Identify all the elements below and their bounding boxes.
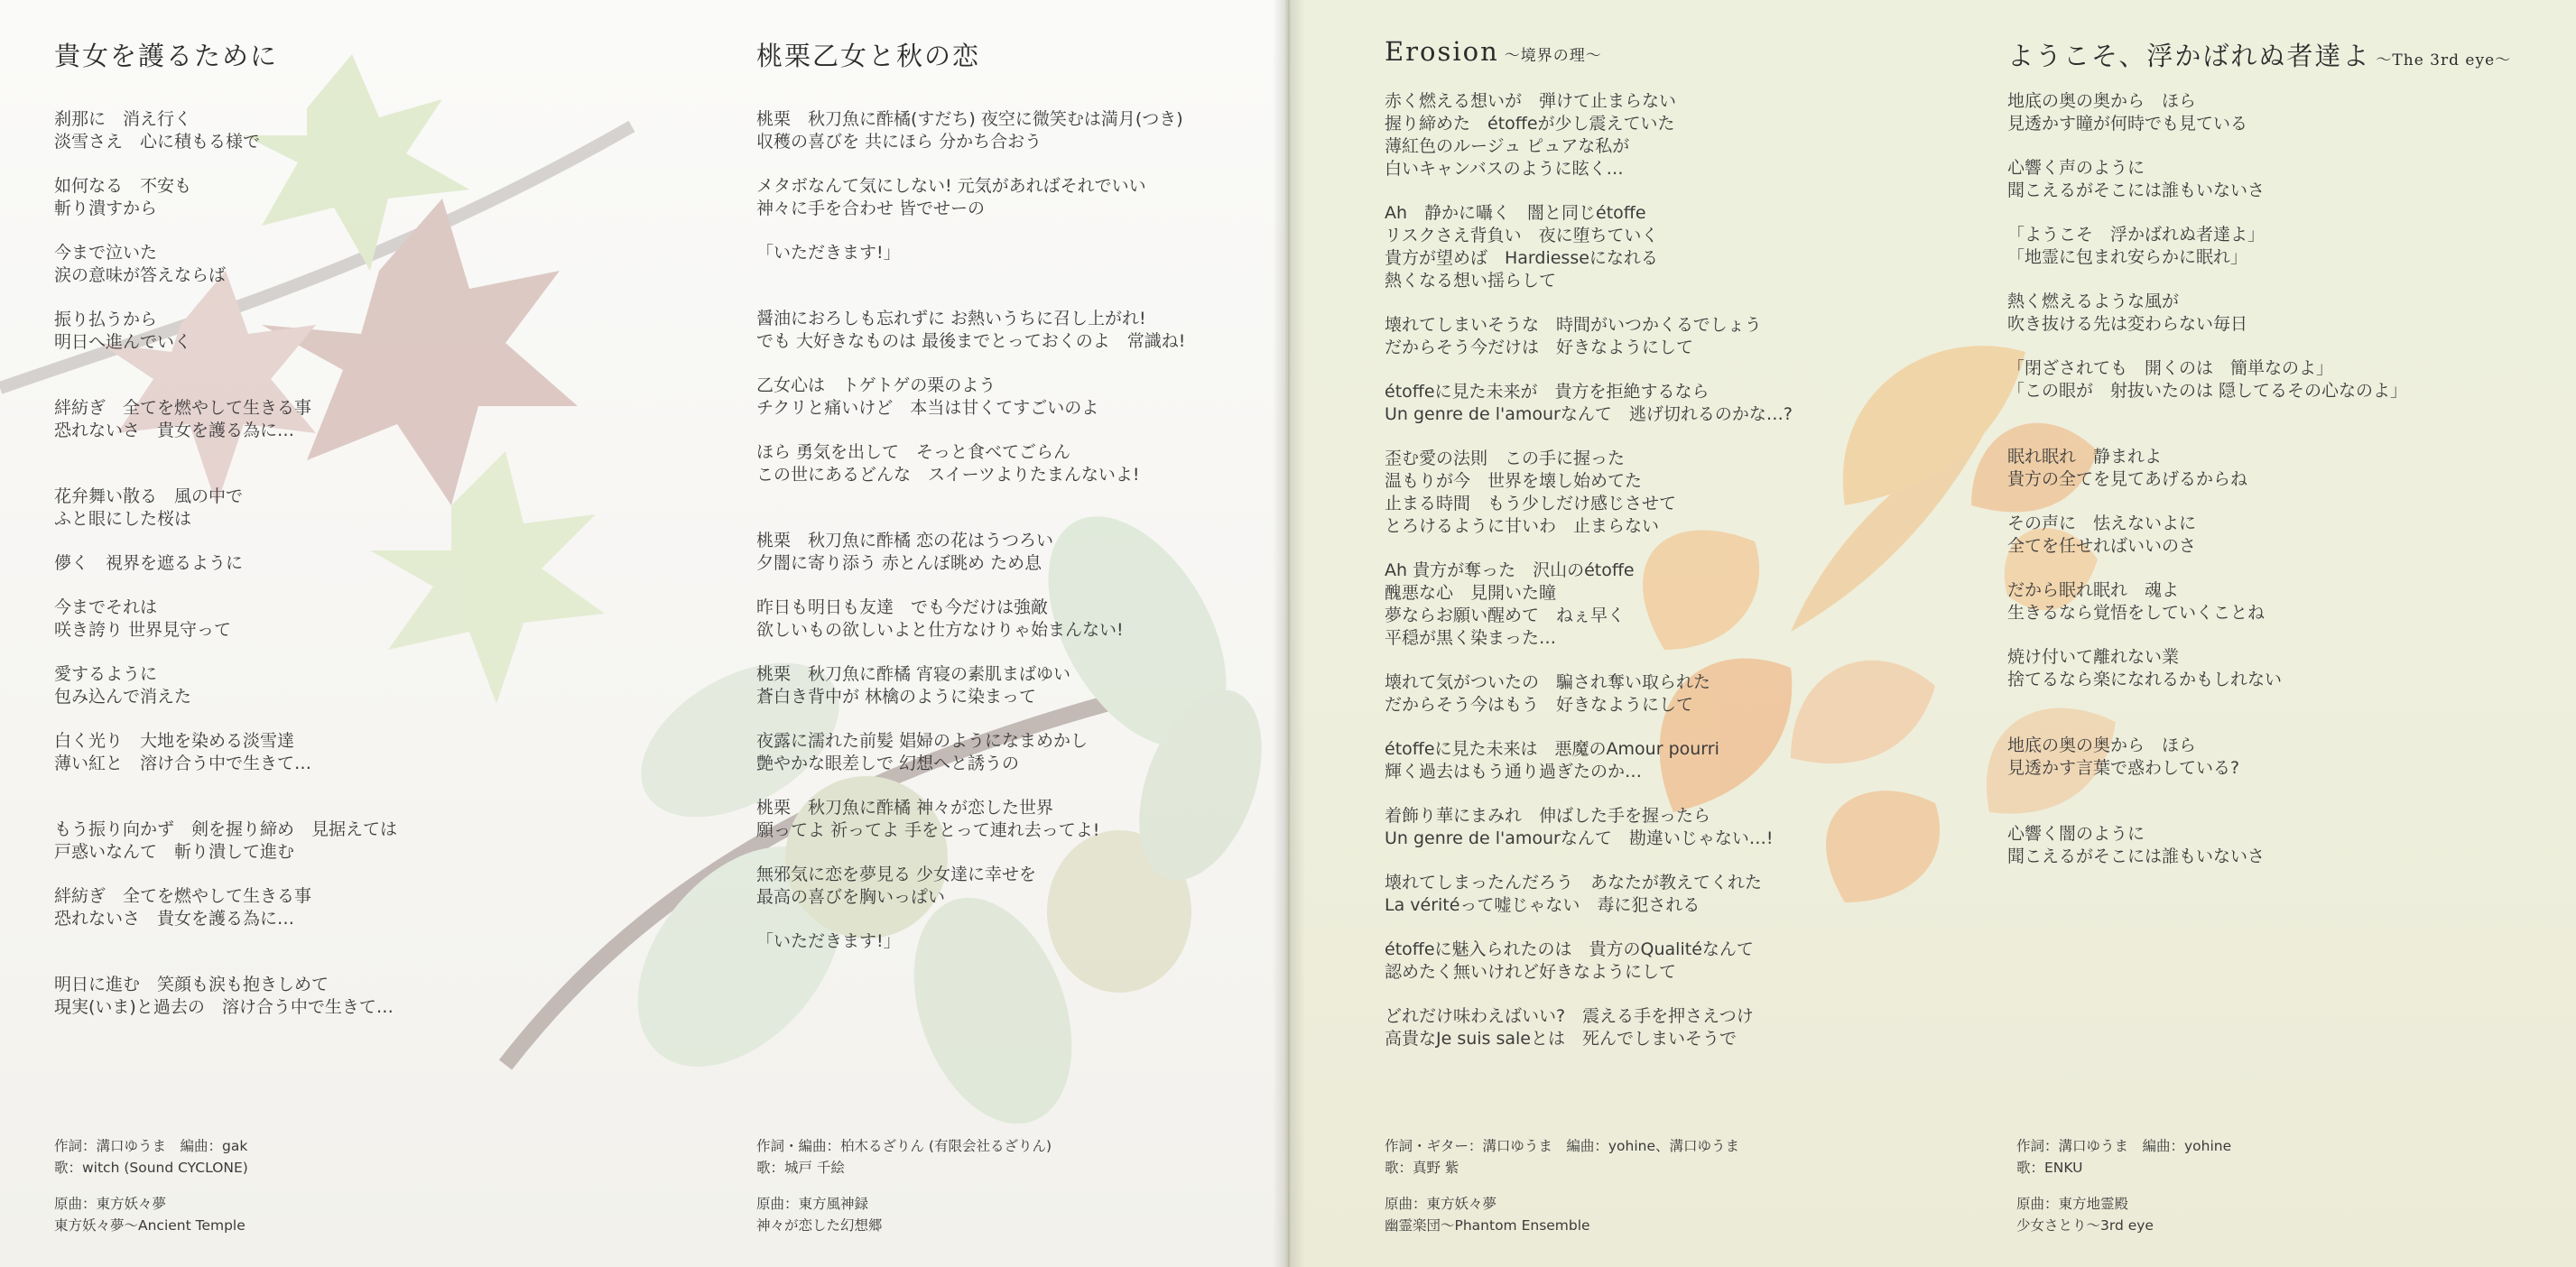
stanza bbox=[54, 597, 614, 642]
lyric-line: Un genre de l'amourなんて 逃げ切れるのかな…? bbox=[1385, 404, 1793, 424]
stanza bbox=[2007, 646, 2558, 691]
lyric-line: 刹那に 消え行く bbox=[54, 109, 192, 129]
stanza bbox=[756, 663, 1262, 708]
lyric-line: 儚く 視界を遮るように bbox=[54, 553, 244, 573]
stanza bbox=[54, 397, 614, 442]
credit-line: 原曲：東方地霊殿 bbox=[2016, 1196, 2129, 1212]
stanza bbox=[2007, 157, 2558, 202]
stanza bbox=[756, 108, 1262, 153]
stanza bbox=[1385, 939, 1962, 984]
right-page bbox=[1285, 0, 2576, 1267]
stanza bbox=[1385, 671, 1962, 717]
lyric-line: 地底の奥の奥から ほら bbox=[2007, 735, 2197, 755]
lyric-line: 恐れないさ 貴女を護る為に… bbox=[54, 909, 295, 929]
stanza bbox=[756, 930, 1262, 953]
lyric-line: 咲き誇り 世界見守って bbox=[54, 620, 232, 640]
lyric-line: 収穫の喜びを 共にほら 分かち合おう bbox=[756, 132, 1042, 152]
lyric-line: 絆紡ぎ 全てを燃やして生きる事 bbox=[54, 398, 312, 418]
lyric-line: 壊れてしまいそうな 時間がいつかくるでしょう bbox=[1385, 315, 1762, 335]
lyric-line: 熱くなる想い揺らして bbox=[1385, 271, 1557, 291]
lyrics bbox=[756, 108, 1262, 953]
stanza bbox=[756, 797, 1262, 842]
stanza bbox=[54, 730, 614, 775]
lyric-line: 壊れて気がついたの 騙され奪い取られた bbox=[1385, 672, 1711, 692]
lyric-line: 涙の意味が答えならば bbox=[54, 265, 227, 285]
lyric-line: だからそう今だけは 好きなようにして bbox=[1385, 338, 1694, 357]
lyric-line: 無邪気に恋を夢見る 少女達に幸せを bbox=[756, 865, 1037, 884]
lyric-line: 止まる時間 もう少しだけ感じさせて bbox=[1385, 494, 1677, 513]
lyric-line: 「地霊に包まれ安らかに眠れ」 bbox=[2007, 247, 2248, 267]
song-1-credits bbox=[54, 1135, 614, 1236]
credit-line: 神々が恋した幻想郷 bbox=[756, 1217, 883, 1234]
stanza bbox=[2007, 446, 2558, 491]
lyric-line: 桃栗 秋刀魚に酢橘 宵寝の素肌まばゆい bbox=[756, 664, 1071, 684]
song-3-credits bbox=[1385, 1135, 1980, 1236]
lyric-line: 吹き抜ける先は変わらない毎日 bbox=[2007, 314, 2248, 334]
lyric-line: 着飾り華にまみれ 伸ばした手を握ったら bbox=[1385, 806, 1711, 826]
lyric-line: その声に 怯えないよに bbox=[2007, 513, 2197, 533]
lyric-line: étoffeに見た未来が 貴方を拒絶するなら bbox=[1385, 382, 1710, 402]
lyric-line: 赤く燃える想いが 弾けて止まらない bbox=[1385, 91, 1677, 111]
lyric-line: でも 大好きなものは 最後までとっておくのよ 常識ね! bbox=[756, 331, 1186, 351]
lyric-line: 聞こえるがそこには誰もいないさ bbox=[2007, 180, 2266, 200]
credit-line: 歌：真野 紫 bbox=[1385, 1160, 1459, 1176]
lyric-line: 如何なる 不安も bbox=[54, 176, 192, 196]
lyric-line: 温もりが今 世界を壊し始めてた bbox=[1385, 471, 1643, 491]
credit-line: 原曲：東方風神録 bbox=[756, 1196, 869, 1212]
lyric-line: この世にあるどんな スイーツよりたまんないよ! bbox=[756, 465, 1140, 485]
stanza bbox=[1385, 1005, 1962, 1050]
lyric-line: 捨てるなら楽になれるかもしれない bbox=[2007, 670, 2283, 689]
credit-line: 作詞：溝口ゆうま 編曲：gak bbox=[54, 1138, 248, 1154]
stanza bbox=[2007, 579, 2558, 624]
stanza bbox=[756, 730, 1262, 775]
lyric-line: 桃栗 秋刀魚に酢橘 恋の花はうつろい bbox=[756, 531, 1054, 550]
stanza bbox=[2007, 513, 2558, 558]
lyric-line: 握り締めた étoffeが少し震えていた bbox=[1385, 114, 1675, 134]
lyric-line: 白く光り 大地を染める淡雪達 bbox=[54, 731, 295, 751]
lyric-line: 貴方の全てを見てあげるからね bbox=[2007, 469, 2248, 489]
credit-line: 原曲：東方妖々夢 bbox=[54, 1196, 167, 1212]
lyric-line: étoffeに見た未来は 悪魔のAmour pourri bbox=[1385, 739, 1719, 759]
lyric-line: La véritéって嘘じゃない 毒に犯される bbox=[1385, 895, 1700, 915]
stanza bbox=[756, 375, 1262, 420]
credit-line: 東方妖々夢～Ancient Temple bbox=[54, 1217, 246, 1234]
stanza bbox=[756, 530, 1262, 575]
lyric-line: 乙女心は トゲトゲの栗のよう bbox=[756, 375, 996, 395]
song-2-credits bbox=[756, 1135, 1285, 1236]
lyric-line: 桃栗 秋刀魚に酢橘 神々が恋した世界 bbox=[756, 798, 1054, 818]
stanza bbox=[1385, 805, 1962, 850]
stanza bbox=[1385, 314, 1962, 359]
credit-line: 歌：城戸 千絵 bbox=[756, 1160, 845, 1176]
stanza bbox=[756, 242, 1262, 264]
lyric-line: 輝く過去はもう通り過ぎたのか… bbox=[1385, 762, 1643, 781]
stanza bbox=[2007, 90, 2558, 135]
stanza bbox=[2007, 823, 2558, 868]
lyric-line: 醜悪な心 見開いた瞳 bbox=[1385, 583, 1557, 603]
credit-line: 歌：witch (Sound CYCLONE) bbox=[54, 1160, 248, 1176]
lyric-line: 夜露に濡れた前髪 娼婦のようになまめかし bbox=[756, 731, 1089, 751]
lyric-line: 「ようこそ 浮かばれぬ者達よ」 bbox=[2007, 225, 2266, 245]
lyric-line: 壊れてしまったんだろう あなたが教えてくれた bbox=[1385, 873, 1763, 892]
song-title: 貴女を護るために bbox=[54, 41, 279, 71]
lyric-line: 夕闇に寄り添う 赤とんぼ眺め ため息 bbox=[756, 553, 1042, 573]
stanza bbox=[1385, 448, 1962, 538]
credit-line: 少女さとり～3rd eye bbox=[2016, 1217, 2154, 1234]
lyric-line: 最高の喜びを胸いっぱい bbox=[756, 887, 946, 907]
lyrics bbox=[54, 108, 614, 1019]
lyric-line: 全てを任せればいいのさ bbox=[2007, 536, 2197, 556]
song-1 bbox=[54, 36, 614, 1040]
lyric-line: 高貴なJe suis saleとは 死んでしまいそうで bbox=[1385, 1029, 1737, 1049]
song-2 bbox=[756, 36, 1262, 975]
lyric-line: 絆紡ぎ 全てを燃やして生きる事 bbox=[54, 886, 312, 906]
credit-line: 幽霊楽団～Phantom Ensemble bbox=[1385, 1217, 1590, 1234]
lyric-line: Ah 静かに囁く 闇と同じétoffe bbox=[1385, 203, 1646, 223]
lyric-line: 貴方が望めば Hardiesseになれる bbox=[1385, 248, 1658, 268]
song-title: 桃栗乙女と秋の恋 bbox=[756, 41, 981, 71]
lyric-line: 明日へ進んでいく bbox=[54, 332, 192, 352]
credit-line: 作詞・ギター：溝口ゆうま 編曲：yohine、溝口ゆうま bbox=[1385, 1138, 1739, 1154]
stanza bbox=[54, 486, 614, 531]
stanza bbox=[54, 242, 614, 287]
lyric-line: 淡雪さえ 心に積もる様で bbox=[54, 132, 261, 152]
song-title: Erosion ～境界の理～ bbox=[1385, 36, 1602, 67]
lyric-line: 願ってよ 祈ってよ 手をとって連れ去ってよ! bbox=[756, 820, 1100, 840]
song-3 bbox=[1385, 36, 1962, 1072]
lyric-line: Ah 貴方が奪った 沢山のétoffe bbox=[1385, 560, 1635, 580]
lyric-line: メタボなんて気にしない! 元気があればそれでいい bbox=[756, 176, 1146, 196]
lyric-line: 心響く闇のように bbox=[2007, 824, 2145, 844]
lyric-line: 蒼白き背中が 林檎のように染まって bbox=[756, 687, 1037, 707]
stanza bbox=[1385, 560, 1962, 650]
lyric-line: 夢ならお願い醒めて ねぇ早く bbox=[1385, 606, 1626, 625]
lyric-line: 斬り潰すから bbox=[54, 199, 158, 218]
booklet-fold bbox=[1273, 0, 1305, 1267]
stanza bbox=[1385, 202, 1962, 292]
song-subtitle: ～The 3rd eye～ bbox=[2376, 51, 2512, 69]
lyric-line: 地底の奥の奥から ほら bbox=[2007, 91, 2197, 111]
lyric-line: 愛するように bbox=[54, 664, 158, 684]
lyric-line: 昨日も明日も友達 でも今だけは強敵 bbox=[756, 597, 1049, 617]
stanza bbox=[2007, 291, 2558, 336]
lyric-line: 「いただきます!」 bbox=[756, 243, 901, 263]
lyric-line: 認めたく無いけれど好きなようにして bbox=[1385, 962, 1677, 982]
stanza bbox=[2007, 224, 2558, 269]
lyric-line: 熱く燃えるような風が bbox=[2007, 291, 2180, 311]
stanza bbox=[54, 663, 614, 708]
song-subtitle: ～境界の理～ bbox=[1504, 47, 1602, 65]
stanza bbox=[54, 818, 614, 864]
lyrics bbox=[1385, 90, 1962, 1050]
lyric-line: ふと眼にした桜は bbox=[54, 509, 192, 529]
lyric-line: 「閉ざされても 開くのは 簡単なのよ」 bbox=[2007, 358, 2334, 378]
stanza bbox=[54, 175, 614, 220]
lyric-line: 見透かす瞳が何時でも見ている bbox=[2007, 114, 2248, 134]
lyric-line: 恐れないさ 貴女を護る為に… bbox=[54, 421, 295, 440]
lyric-line: 欲しいもの欲しいよと仕方なけりゃ始まんない! bbox=[756, 620, 1124, 640]
song-4 bbox=[2007, 36, 2558, 890]
credit-line: 原曲：東方妖々夢 bbox=[1385, 1196, 1497, 1212]
lyric-line: 戸惑いなんて 斬り潰して進む bbox=[54, 842, 295, 862]
lyric-line: 包み込んで消えた bbox=[54, 687, 192, 707]
lyric-line: 「この眼が 射抜いたのは 隠してるその心なのよ」 bbox=[2007, 381, 2408, 401]
lyric-line: 神々に手を合わせ 皆でせーの bbox=[756, 199, 986, 218]
song-title: ようこそ、浮かばれぬ者達よ ～The 3rd eye～ bbox=[2007, 41, 2512, 71]
stanza bbox=[1385, 381, 1962, 426]
stanza bbox=[756, 308, 1262, 353]
lyric-line: 眠れ眠れ 静まれよ bbox=[2007, 447, 2163, 467]
lyric-line: だから眠れ眠れ 魂よ bbox=[2007, 580, 2180, 600]
lyric-line: 平穏が黒く染まった… bbox=[1385, 628, 1557, 648]
lyrics bbox=[2007, 90, 2558, 868]
lyric-line: 聞こえるがそこには誰もいないさ bbox=[2007, 846, 2266, 866]
lyric-line: リスクさえ背負い 夜に堕ちていく bbox=[1385, 226, 1659, 245]
lyric-line: 薄い紅と 溶け合う中で生きて… bbox=[54, 754, 312, 773]
stanza bbox=[2007, 357, 2558, 402]
stanza bbox=[54, 309, 614, 354]
lyric-line: 花弁舞い散る 風の中で bbox=[54, 486, 244, 506]
credit-line: 作詞・編曲：柏木るざりん (有限会社るざりん) bbox=[756, 1138, 1052, 1154]
lyric-line: 焼け付いて離れない業 bbox=[2007, 647, 2180, 667]
lyric-line: だからそう今はもう 好きなようにして bbox=[1385, 695, 1694, 715]
stanza bbox=[54, 974, 614, 1019]
credit-line: 作詞：溝口ゆうま 編曲：yohine bbox=[2016, 1138, 2232, 1154]
left-page bbox=[0, 0, 1285, 1267]
lyric-line: 明日に進む 笑顔も涙も抱きしめて bbox=[54, 975, 329, 994]
lyric-line: チクリと痛いけど 本当は甘くてすごいのよ bbox=[756, 398, 1099, 418]
stanza bbox=[756, 175, 1262, 220]
stanza bbox=[1385, 738, 1962, 783]
stanza bbox=[756, 597, 1262, 642]
lyric-line: どれだけ味わえばいい? 震える手を押さえつけ bbox=[1385, 1006, 1754, 1026]
lyric-line: étoffeに魅入られたのは 貴方のQualitéなんて bbox=[1385, 939, 1754, 959]
stanza bbox=[1385, 90, 1962, 180]
lyric-line: 白いキャンバスのように眩く… bbox=[1385, 159, 1624, 179]
stanza bbox=[2007, 735, 2558, 780]
lyric-line: 薄紅色のルージュ ピュアな私が bbox=[1385, 136, 1630, 156]
stanza bbox=[756, 441, 1262, 486]
song-4-credits bbox=[2016, 1135, 2576, 1236]
lyric-line: 桃栗 秋刀魚に酢橘(すだち) 夜空に微笑むは満月(つき) bbox=[756, 109, 1183, 129]
lyric-line: 今まで泣いた bbox=[54, 243, 158, 263]
stanza bbox=[756, 864, 1262, 909]
stanza bbox=[1385, 872, 1962, 917]
lyric-line: 生きるなら覚悟をしていくことね bbox=[2007, 603, 2266, 623]
stanza bbox=[54, 885, 614, 930]
lyric-line: 振り払うから bbox=[54, 310, 158, 329]
stanza bbox=[54, 108, 614, 153]
credit-line: 歌：ENKU bbox=[2016, 1160, 2083, 1176]
lyric-line: 今までそれは bbox=[54, 597, 158, 617]
lyric-line: ほら 勇気を出して そっと食べてごらん bbox=[756, 442, 1071, 462]
lyric-line: 「いただきます!」 bbox=[756, 931, 901, 951]
lyric-line: 歪む愛の法則 この手に握った bbox=[1385, 449, 1626, 468]
lyric-line: Un genre de l'amourなんて 勘違いじゃない…! bbox=[1385, 828, 1774, 848]
lyric-line: もう振り向かず 剣を握り締め 見据えては bbox=[54, 819, 398, 839]
lyric-line: 艶やかな眼差しで 幻想へと誘うの bbox=[756, 754, 1020, 773]
lyric-line: 現実(いま)と過去の 溶け合う中で生きて… bbox=[54, 997, 394, 1017]
lyric-line: とろけるように甘いわ 止まらない bbox=[1385, 516, 1660, 536]
lyric-line: 見透かす言葉で惑わしている? bbox=[2007, 758, 2240, 778]
lyric-line: 心響く声のように bbox=[2007, 158, 2145, 178]
lyric-line: 醤油におろしも忘れずに お熱いうちに召し上がれ! bbox=[756, 309, 1146, 328]
stanza bbox=[54, 552, 614, 575]
